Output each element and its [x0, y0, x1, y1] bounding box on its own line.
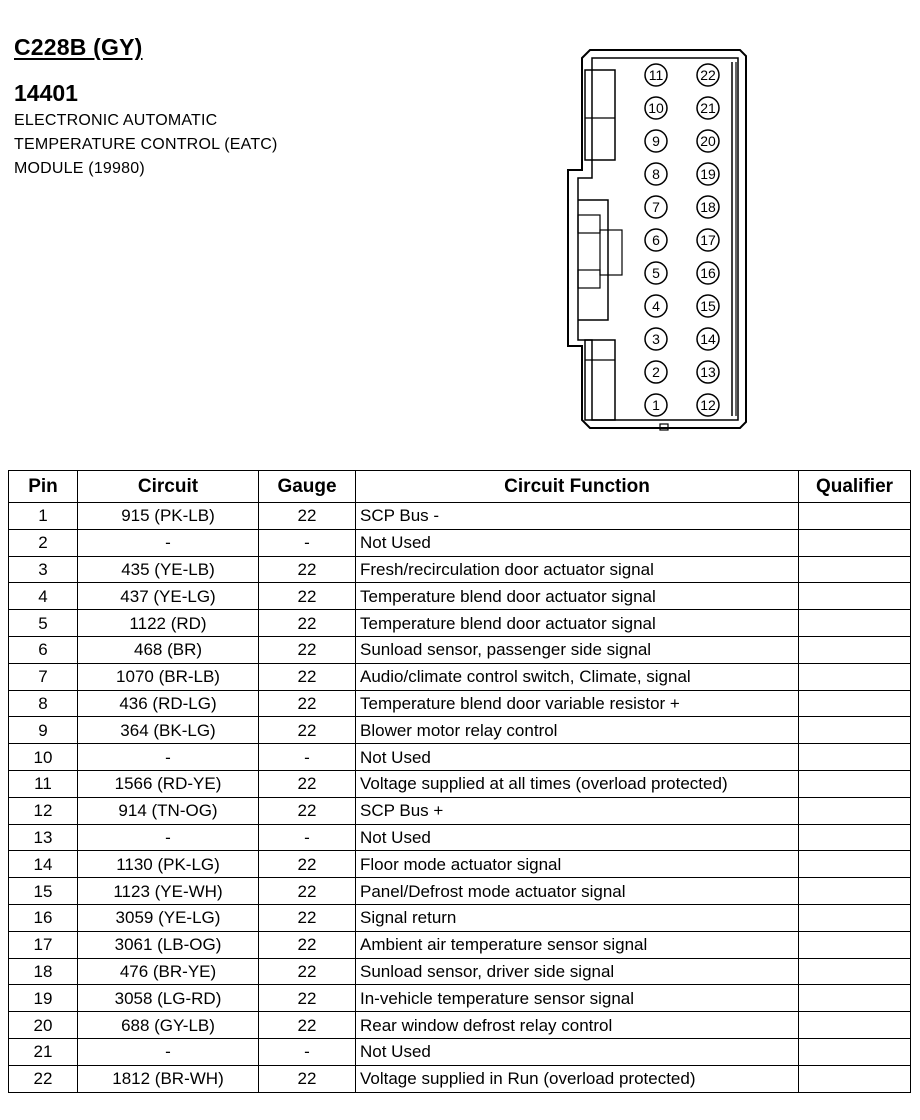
function-cell: Not Used — [356, 529, 799, 556]
pin-cell: 13 — [9, 824, 78, 851]
pin-label: 11 — [648, 67, 664, 83]
qualifier-cell — [799, 851, 911, 878]
pin-cell: 4 — [9, 583, 78, 610]
qualifier-cell — [799, 744, 911, 771]
function-cell: Sunload sensor, passenger side signal — [356, 636, 799, 663]
table-row — [9, 824, 911, 851]
circuit-cell: 1812 (BR-WH) — [78, 1065, 259, 1092]
circuit-cell: 1122 (RD) — [78, 610, 259, 637]
circuit-cell: - — [78, 824, 259, 851]
pin-label: 22 — [700, 67, 716, 83]
header-pin: Pin — [9, 471, 78, 503]
qualifier-cell — [799, 556, 911, 583]
table-row — [9, 1012, 911, 1039]
circuit-cell: 914 (TN-OG) — [78, 797, 259, 824]
circuit-cell: 3058 (LG-RD) — [78, 985, 259, 1012]
pin-cell: 21 — [9, 1038, 78, 1065]
table-row — [9, 878, 911, 905]
table-row — [9, 583, 911, 610]
pin-cell: 6 — [9, 636, 78, 663]
qualifier-cell — [799, 770, 911, 797]
pin-cell: 8 — [9, 690, 78, 717]
circuit-cell: 435 (YE-LB) — [78, 556, 259, 583]
pin-cell: 3 — [9, 556, 78, 583]
qualifier-cell — [799, 636, 911, 663]
gauge-cell: 22 — [259, 690, 356, 717]
pin-label: 9 — [652, 133, 660, 149]
gauge-cell: - — [259, 1038, 356, 1065]
function-cell: Not Used — [356, 1038, 799, 1065]
gauge-cell: 22 — [259, 583, 356, 610]
pin-label: 20 — [700, 133, 716, 149]
qualifier-cell — [799, 529, 911, 556]
circuit-cell: 468 (BR) — [78, 636, 259, 663]
function-cell: Not Used — [356, 744, 799, 771]
table-row — [9, 503, 911, 530]
circuit-cell: 3059 (YE-LG) — [78, 904, 259, 931]
pin-cell: 2 — [9, 529, 78, 556]
circuit-cell: - — [78, 1038, 259, 1065]
qualifier-cell — [799, 878, 911, 905]
qualifier-cell — [799, 1038, 911, 1065]
circuit-cell: 476 (BR-YE) — [78, 958, 259, 985]
qualifier-cell — [799, 931, 911, 958]
pins-right — [697, 64, 719, 416]
function-cell: Voltage supplied at all times (overload protected) — [356, 770, 799, 797]
pins-left — [645, 64, 667, 416]
header-qualifier: Qualifier — [799, 471, 911, 503]
gauge-cell: 22 — [259, 1065, 356, 1092]
header-circuit-function: Circuit Function — [356, 471, 799, 503]
pin-label: 18 — [700, 199, 716, 215]
table-row — [9, 985, 911, 1012]
pin-cell: 19 — [9, 985, 78, 1012]
pin-cell: 5 — [9, 610, 78, 637]
gauge-cell: 22 — [259, 636, 356, 663]
gauge-cell: 22 — [259, 931, 356, 958]
pin-cell: 20 — [9, 1012, 78, 1039]
pin-label: 1 — [652, 397, 660, 413]
connector-diagram — [560, 40, 760, 440]
function-cell: Voltage supplied in Run (overload protected) — [356, 1065, 799, 1092]
qualifier-cell — [799, 958, 911, 985]
connector-id: C228B (GY) — [14, 34, 143, 60]
pin-label: 5 — [652, 265, 660, 281]
function-cell: Panel/Defrost mode actuator signal — [356, 878, 799, 905]
qualifier-cell — [799, 717, 911, 744]
pin-cell: 7 — [9, 663, 78, 690]
pin-label: 10 — [648, 100, 664, 116]
circuit-cell: 915 (PK-LB) — [78, 503, 259, 530]
pin-label: 4 — [652, 298, 660, 314]
pin-label: 7 — [652, 199, 660, 215]
pin-label: 16 — [700, 265, 716, 281]
table-row — [9, 610, 911, 637]
gauge-cell: 22 — [259, 663, 356, 690]
gauge-cell: 22 — [259, 503, 356, 530]
circuit-cell: 364 (BK-LG) — [78, 717, 259, 744]
gauge-cell: 22 — [259, 985, 356, 1012]
qualifier-cell — [799, 1012, 911, 1039]
gauge-cell: - — [259, 744, 356, 771]
gauge-cell: - — [259, 529, 356, 556]
circuit-cell: 1123 (YE-WH) — [78, 878, 259, 905]
pin-cell: 18 — [9, 958, 78, 985]
gauge-cell: 22 — [259, 556, 356, 583]
pin-cell: 12 — [9, 797, 78, 824]
function-cell: Blower motor relay control — [356, 717, 799, 744]
component-description-line-3: MODULE (19980) — [14, 160, 145, 177]
table-row — [9, 556, 911, 583]
table-row — [9, 931, 911, 958]
pin-label: 21 — [700, 100, 716, 116]
pin-label: 13 — [700, 364, 716, 380]
gauge-cell: 22 — [259, 717, 356, 744]
pin-label: 15 — [700, 298, 716, 314]
component-number: 14401 — [14, 80, 78, 106]
circuit-cell: 688 (GY-LB) — [78, 1012, 259, 1039]
header-gauge: Gauge — [259, 471, 356, 503]
circuit-cell: 437 (YE-LG) — [78, 583, 259, 610]
qualifier-cell — [799, 904, 911, 931]
circuit-cell: 1566 (RD-YE) — [78, 770, 259, 797]
function-cell: SCP Bus - — [356, 503, 799, 530]
function-cell: Rear window defrost relay control — [356, 1012, 799, 1039]
pin-cell: 16 — [9, 904, 78, 931]
function-cell: In-vehicle temperature sensor signal — [356, 985, 799, 1012]
gauge-cell: 22 — [259, 958, 356, 985]
gauge-cell: - — [259, 824, 356, 851]
gauge-cell: 22 — [259, 770, 356, 797]
function-cell: Signal return — [356, 904, 799, 931]
table-row — [9, 717, 911, 744]
function-cell: SCP Bus + — [356, 797, 799, 824]
circuit-cell: - — [78, 744, 259, 771]
table-row — [9, 690, 911, 717]
gauge-cell: 22 — [259, 1012, 356, 1039]
function-cell: Sunload sensor, driver side signal — [356, 958, 799, 985]
gauge-cell: 22 — [259, 610, 356, 637]
function-cell: Not Used — [356, 824, 799, 851]
qualifier-cell — [799, 690, 911, 717]
table-header-row — [9, 471, 911, 503]
qualifier-cell — [799, 583, 911, 610]
pin-cell: 22 — [9, 1065, 78, 1092]
function-cell: Temperature blend door variable resistor + — [356, 690, 799, 717]
qualifier-cell — [799, 663, 911, 690]
table-row — [9, 636, 911, 663]
pin-label: 3 — [652, 331, 660, 347]
function-cell: Fresh/recirculation door actuator signal — [356, 556, 799, 583]
pin-label: 19 — [700, 166, 716, 182]
function-cell: Floor mode actuator signal — [356, 851, 799, 878]
circuit-cell: 1130 (PK-LG) — [78, 851, 259, 878]
gauge-cell: 22 — [259, 851, 356, 878]
table-row — [9, 744, 911, 771]
function-cell: Temperature blend door actuator signal — [356, 583, 799, 610]
circuit-cell: 3061 (LB-OG) — [78, 931, 259, 958]
pin-cell: 10 — [9, 744, 78, 771]
qualifier-cell — [799, 1065, 911, 1092]
pin-cell: 1 — [9, 503, 78, 530]
pin-cell: 15 — [9, 878, 78, 905]
gauge-cell: 22 — [259, 904, 356, 931]
pin-label: 17 — [700, 232, 716, 248]
qualifier-cell — [799, 797, 911, 824]
table-row — [9, 663, 911, 690]
function-cell: Audio/climate control switch, Climate, signal — [356, 663, 799, 690]
gauge-cell: 22 — [259, 797, 356, 824]
table-row — [9, 851, 911, 878]
component-description-line-1: ELECTRONIC AUTOMATIC — [14, 112, 218, 129]
qualifier-cell — [799, 503, 911, 530]
circuit-cell: 1070 (BR-LB) — [78, 663, 259, 690]
qualifier-cell — [799, 824, 911, 851]
qualifier-cell — [799, 985, 911, 1012]
function-cell: Ambient air temperature sensor signal — [356, 931, 799, 958]
pin-cell: 17 — [9, 931, 78, 958]
table-row — [9, 1065, 911, 1092]
qualifier-cell — [799, 610, 911, 637]
pin-label: 6 — [652, 232, 660, 248]
table-row — [9, 797, 911, 824]
table-row — [9, 770, 911, 797]
table-row — [9, 958, 911, 985]
pin-cell: 9 — [9, 717, 78, 744]
pin-label: 8 — [652, 166, 660, 182]
circuit-cell: - — [78, 529, 259, 556]
table-row — [9, 904, 911, 931]
function-cell: Temperature blend door actuator signal — [356, 610, 799, 637]
circuit-cell: 436 (RD-LG) — [78, 690, 259, 717]
pin-label: 2 — [652, 364, 660, 380]
table-row — [9, 529, 911, 556]
pin-label: 14 — [700, 331, 716, 347]
pin-table — [8, 470, 911, 1093]
pin-label: 12 — [700, 397, 716, 413]
table-row — [9, 1038, 911, 1065]
header-circuit: Circuit — [78, 471, 259, 503]
pin-cell: 14 — [9, 851, 78, 878]
component-description-line-2: TEMPERATURE CONTROL (EATC) — [14, 136, 278, 153]
pin-cell: 11 — [9, 770, 78, 797]
gauge-cell: 22 — [259, 878, 356, 905]
